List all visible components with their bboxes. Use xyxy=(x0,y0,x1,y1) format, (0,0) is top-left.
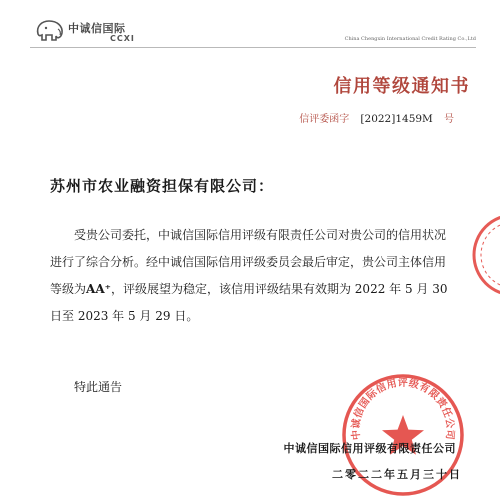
header-divider xyxy=(30,47,476,48)
seal-text: 中诚信国际信用评级有限责任公司 xyxy=(350,377,456,441)
notice-text: 特此通告 xyxy=(74,380,123,394)
reference-code: [2022]1459M xyxy=(360,113,433,125)
signing-organization: 中诚信国际信用评级有限责任公司 xyxy=(283,442,456,455)
body-paragraph xyxy=(50,222,454,330)
reference-suffix: 号 xyxy=(444,114,454,125)
reference-prefix: 信评委函字 xyxy=(299,114,350,125)
edge-seal xyxy=(470,205,500,305)
recipient-line: 苏州市农业融资担保有限公司： xyxy=(50,177,275,195)
credit-rating: AA⁺ xyxy=(86,282,111,296)
signing-date: 二零二二年五月三十日 xyxy=(332,468,462,481)
elephant-logo-icon xyxy=(34,18,66,42)
body-part-2: ，评级展望为稳定，该信用评级结果有效期为 2022 年 5 月 30 日至 2023 年 5 月 29 日。 xyxy=(50,282,448,323)
document-title: 信用等级通知书 xyxy=(333,76,470,97)
body-part-1: 受贵公司委托，中诚信国际信用评级有限责任公司对贵公司的信用状况进行了综合分析。经中诚信国际信用评级委员会最后审定，贵公司主体信用等级为 xyxy=(50,228,447,296)
reference-number xyxy=(299,110,454,125)
company-english-name: China Chengxin International Credit Rating Co.,Ltd xyxy=(344,36,476,42)
logo-text: 中诚信国际 xyxy=(68,22,126,35)
logo-abbreviation: CCXI xyxy=(110,34,135,43)
